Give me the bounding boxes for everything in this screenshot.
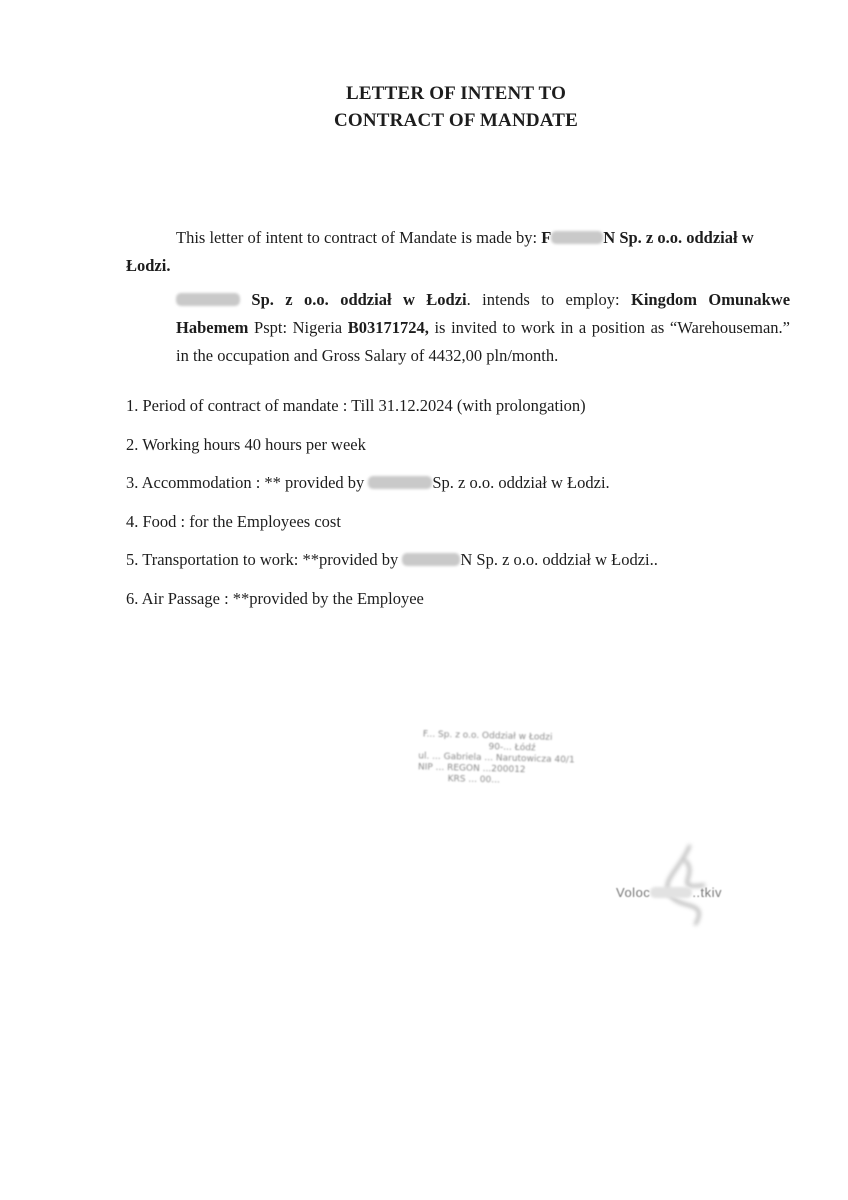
term-item: 4. Food : for the Employees cost	[126, 511, 341, 531]
redacted-company-name	[368, 476, 432, 489]
company-prefix: F	[541, 228, 552, 247]
term-item: 6. Air Passage : **provided by the Employee	[126, 588, 424, 608]
stamp-line: KRS ... 00...	[447, 774, 500, 786]
term-label: 3. Accommodation : ** provided by	[126, 473, 365, 492]
term-label: N Sp. z o.o. oddział w Łodzi..	[460, 550, 658, 569]
occupation-text: in the occupation and Gross Salary of	[176, 346, 425, 365]
stamp-line: NIP ... REGON ...200012	[417, 762, 526, 776]
stamp-line: 90-... Łódź	[488, 742, 536, 754]
company-tail: w Łodzi.	[126, 228, 754, 275]
signature-area	[600, 840, 780, 940]
intro-paragraph	[126, 224, 790, 280]
intends-text: . intends to employ:	[466, 290, 620, 309]
company-suffix: N Sp. z o.o. oddział	[603, 228, 738, 247]
employee-first-name: Kingdom Omunakwe	[631, 290, 791, 309]
term-item	[126, 546, 806, 585]
employee-last-name: Habemem	[176, 318, 249, 337]
intro-text: This letter of intent to contract of Mandate is made by:	[176, 228, 538, 247]
document-title	[0, 80, 848, 134]
passport-label: Pspt: Nigeria	[254, 318, 343, 337]
signatory-name-end: ..tkiv	[692, 885, 723, 900]
term-item: 2. Working hours 40 hours per week	[126, 434, 366, 454]
signatory-name-start: Voloc	[616, 885, 651, 900]
terms-list	[126, 392, 806, 623]
company-stamp	[417, 729, 619, 804]
redacted-company-name	[402, 553, 460, 566]
redacted-company-name	[551, 231, 603, 244]
term-label: 5. Transportation to work: **provided by	[126, 550, 399, 569]
passport-number: B03171724,	[347, 318, 429, 337]
company-name: Sp. z o.o. oddział w Łodzi	[251, 290, 467, 309]
term-item	[126, 469, 806, 508]
salary-text: 4432,00 pln/month.	[428, 346, 559, 365]
redacted-signatory-name	[650, 887, 692, 898]
title-line-1: LETTER OF INTENT TO	[345, 83, 567, 104]
signatory-name	[616, 885, 722, 900]
invited-text: is invited to work in a position as “Warehouseman.”	[434, 318, 791, 337]
redacted-company-name	[176, 293, 240, 306]
stamp-line: F... Sp. z o.o. Oddział w Łodzi	[422, 729, 553, 743]
term-item: 1. Period of contract of mandate : Till 31.12.2024 (with prolongation)	[126, 396, 586, 415]
title-line-2: CONTRACT OF MANDATE	[333, 110, 579, 131]
term-label: Sp. z o.o. oddział w Łodzi.	[432, 473, 610, 492]
employment-paragraph	[126, 286, 790, 370]
stamp-line: ul. ... Gabriela ... Narutowicza 40/1	[418, 751, 575, 766]
